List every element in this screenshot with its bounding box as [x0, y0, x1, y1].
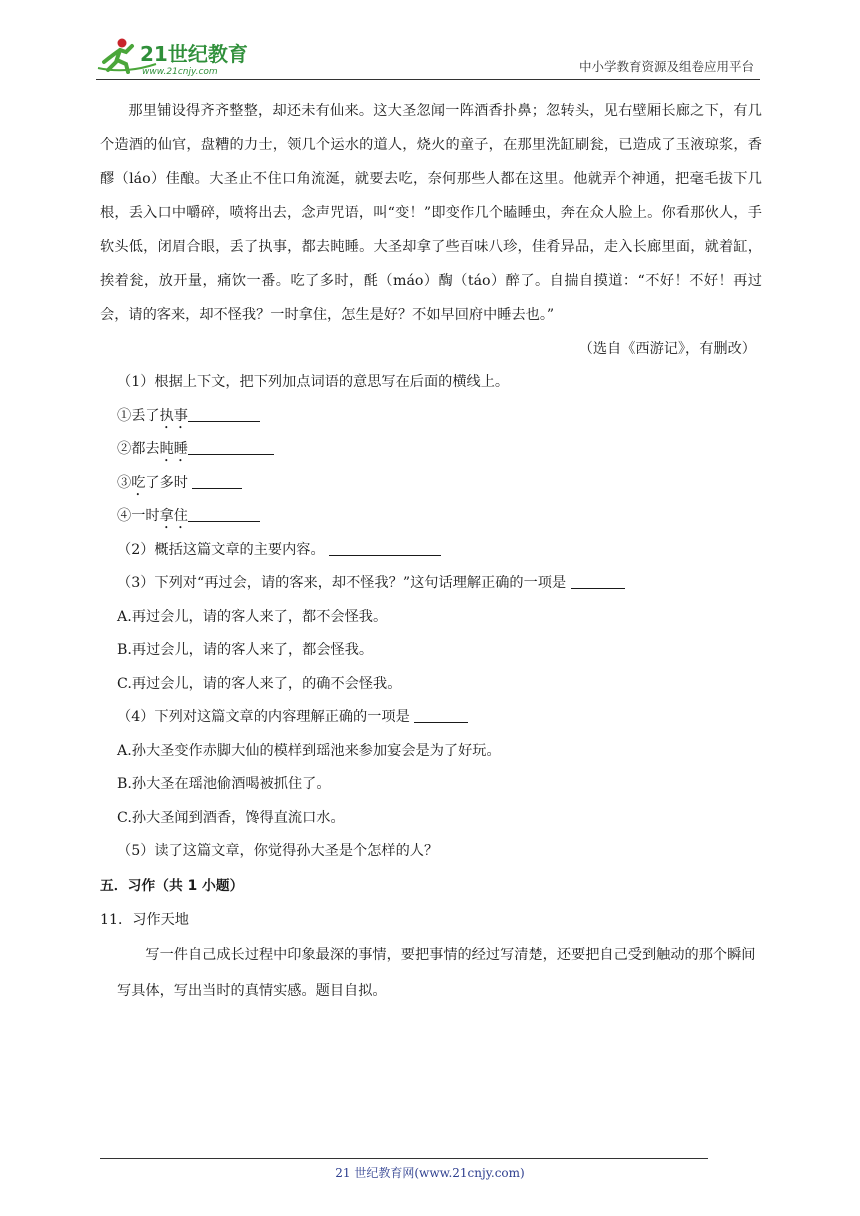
answer-blank[interactable] — [329, 541, 441, 555]
question-4: （4）下列对这篇文章的内容理解正确的一项是 — [100, 701, 762, 735]
answer-blank[interactable] — [414, 709, 468, 723]
page-header — [96, 34, 760, 80]
question-3: （3）下列对“再过会，请的客来，却不怪我？”这句话理解正确的一项是 — [100, 567, 762, 601]
svg-text:www.21cnjy.com: www.21cnjy.com — [142, 67, 218, 77]
footer-text: 21 世纪教育网(www.21cnjy.com) — [335, 1166, 525, 1180]
passage-text: 那里铺设得齐齐整整，却还未有仙来。这大圣忽闻一阵酒香扑鼻；忽转头，见右壁厢长廊之下，有几个造酒的仙官，盘糟的力士，领几个运水的道人，烧火的童子，在那里洗缸刷瓮，已造成了玉液琼浆，香醪（láo）佳酿。大圣止不住口角流涎，就要去吃，奈何那些人都在这里。他就弄个神通，把毫毛拔下几根，丢入口中嚼碎，喷将出去，念声咒语，叫“变！”即变作几个瞌睡虫，奔在众人脸上。你看那伙人，手软头低，闭眉合眼，丢了执事，都去盹睡。大圣却拿了些百味八珍，佳肴异品，走入长廊里面，就着缸，挨着瓮，放开量，痛饮一番。吃了多时，酕（máo）醄（táo）醉了。自揣自摸道：“不好！不好！再过会，请的客来，却不怪我？一时拿住，怎生是好？不如早回府中睡去也。” — [100, 103, 762, 323]
passage-source: （选自《西游记》，有删改） — [578, 341, 756, 357]
platform-name: 中小学教育资源及组卷应用平台 — [578, 59, 754, 74]
answer-blank[interactable] — [571, 575, 625, 589]
q4-option-b: B.孙大圣在瑶池偷酒喝被抓住了。 — [117, 776, 331, 792]
writing-prompt: 写一件自己成长过程中印象最深的事情，要把事情的经过写清楚，还要把自己受到触动的那个瞬间写具体，写出当时的真情实感。题目自拟。 — [117, 946, 756, 999]
answer-blank[interactable] — [188, 407, 260, 421]
q1-item-3: ③吃了多时 — [100, 467, 762, 501]
q4-option-a: A.孙大圣变作赤脚大仙的模样到瑶池来参加宴会是为了好玩。 — [117, 742, 501, 759]
q1-item-2: ②都去盹睡 — [100, 433, 762, 467]
footer-rule — [100, 1158, 708, 1159]
answer-blank[interactable] — [188, 508, 260, 522]
q4-option-c: C.孙大圣闻到酒香，馋得直流口水。 — [117, 809, 345, 826]
q3-option-b: B.再过会儿，请的客人来了，都会怪我。 — [117, 642, 374, 658]
answer-blank[interactable] — [192, 474, 242, 488]
q3-option-c: C.再过会儿，请的客人来了，的确不会怪我。 — [117, 675, 402, 692]
answer-blank[interactable] — [188, 441, 274, 455]
page-body — [100, 94, 762, 1009]
question-1-prompt: （1）根据上下文，把下列加点词语的意思写在后面的横线上。 — [117, 374, 510, 390]
q1-item-1: ①丢了执事 — [100, 400, 762, 434]
q3-option-a: A.再过会儿，请的客人来了，都不会怪我。 — [117, 608, 388, 625]
logo — [96, 34, 266, 78]
section-title: 五．习作（共 1 小题） — [100, 877, 244, 894]
question-5: （5）读了这篇文章，你觉得孙大圣是个怎样的人？ — [117, 843, 439, 859]
q1-item-4: ④一时拿住 — [100, 500, 762, 534]
question-11-title: 11．习作天地 — [100, 911, 189, 928]
question-2: （2）概括这篇文章的主要内容。 — [100, 534, 762, 568]
svg-text:21世纪教育: 21世纪教育 — [140, 42, 248, 66]
